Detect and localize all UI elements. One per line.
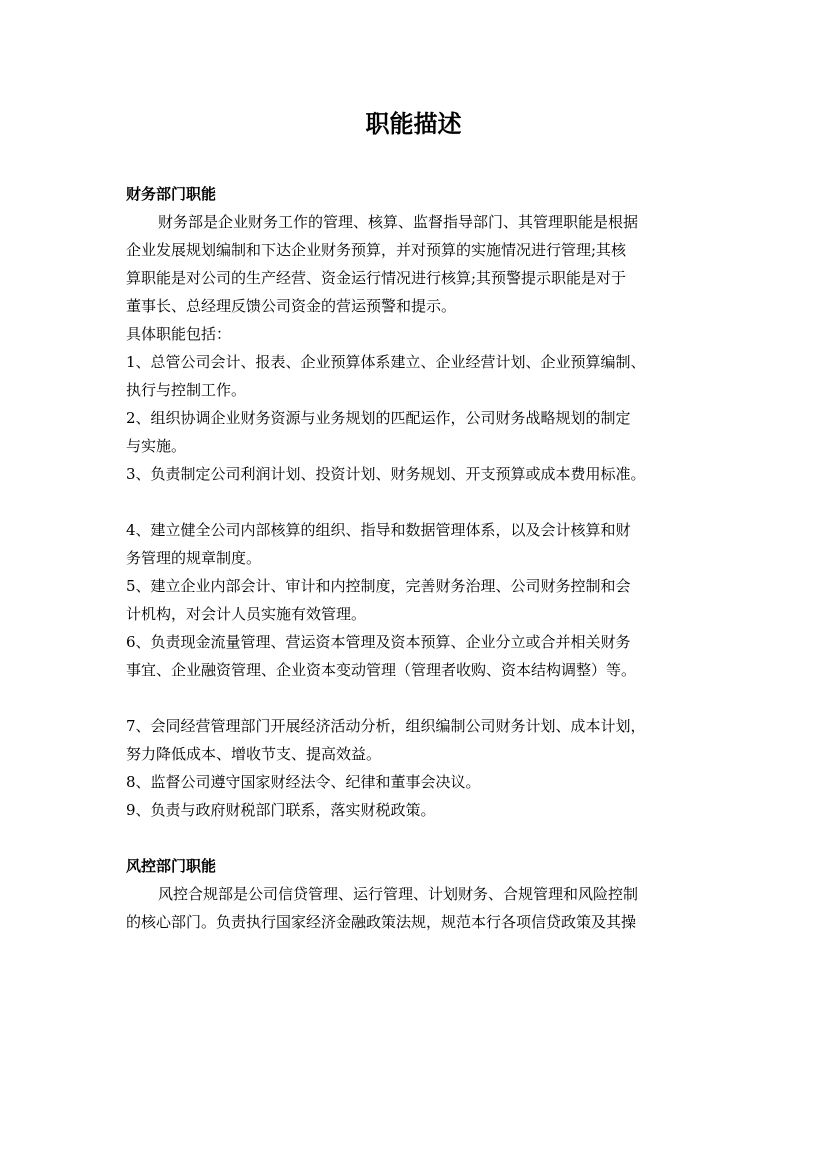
risk-intro-line: 的核心部门。负责执行国家经济金融政策法规，规范本行各项信贷政策及其操 (126, 913, 637, 931)
finance-intro-line: 财务部是企业财务工作的管理、核算、监督指导部门、其管理职能是根据 (158, 213, 639, 231)
finance-duty-line: 8、监督公司遵守国家财经法令、纪律和董事会决议。 (126, 773, 481, 791)
blank-line (126, 684, 726, 712)
finance-intro-line: 董事长、总经理反馈公司资金的营运预警和提示。 (126, 297, 457, 315)
finance-duty-list (126, 348, 726, 824)
finance-duty-line: 执行与控制工作。 (126, 381, 247, 399)
finance-intro (126, 208, 726, 320)
risk-heading: 风控部门职能 (126, 857, 217, 875)
finance-duty-line: 5、建立企业内部会计、审计和内控制度，完善财务治理、公司财务控制和会 (126, 577, 631, 595)
risk-intro (126, 880, 726, 936)
finance-duty-item (126, 516, 726, 572)
finance-list-intro: 具体职能包括： (126, 325, 232, 343)
finance-duty-item (126, 796, 726, 824)
finance-duty-item (126, 712, 726, 768)
document-body (126, 180, 726, 936)
finance-duty-item (126, 404, 726, 460)
blank-line (126, 824, 726, 852)
risk-section (126, 852, 726, 936)
risk-intro-line: 风控合规部是公司信贷管理、运行管理、计划财务、合规管理和风险控制 (158, 885, 639, 903)
finance-duty-line: 事宜、企业融资管理、企业资本变动管理（管理者收购、资本结构调整）等。 (126, 661, 637, 679)
blank-line (126, 488, 726, 516)
finance-duty-line: 2、组织协调企业财务资源与业务规划的匹配运作，公司财务战略规划的制定 (126, 409, 631, 427)
finance-duty-line: 1、总管公司会计、报表、企业预算体系建立、企业经营计划、企业预算编制、 (126, 353, 646, 371)
finance-duty-line: 计机构，对会计人员实施有效管理。 (126, 605, 367, 623)
finance-section (126, 180, 726, 824)
finance-duty-line: 与实施。 (126, 437, 187, 455)
finance-intro-line: 算职能是对公司的生产经营、资金运行情况进行核算;其预警提示职能是对于 (126, 269, 627, 287)
finance-duty-line: 9、负责与政府财税部门联系，落实财税政策。 (126, 801, 436, 819)
finance-duty-item (126, 768, 726, 796)
finance-duty-line: 7、会同经营管理部门开展经济活动分析，组织编制公司财务计划、成本计划， (126, 717, 646, 735)
finance-duty-item (126, 628, 726, 684)
finance-duty-item (126, 348, 726, 404)
finance-duty-line: 务管理的规章制度。 (126, 549, 262, 567)
finance-duty-line: 4、建立健全公司内部核算的组织、指导和数据管理体系，以及会计核算和财 (126, 521, 631, 539)
finance-duty-line: 6、负责现金流量管理、营运资本管理及资本预算、企业分立或合并相关财务 (126, 633, 631, 651)
finance-intro-line: 企业发展规划编制和下达企业财务预算，并对预算的实施情况进行管理;其核 (126, 241, 627, 259)
finance-duty-line: 3、负责制定公司利润计划、投资计划、财务规划、开支预算或成本费用标准。 (126, 465, 646, 483)
finance-duty-line: 努力降低成本、增收节支、提高效益。 (126, 745, 382, 763)
finance-heading: 财务部门职能 (126, 185, 217, 203)
document-title: 职能描述 (365, 110, 462, 138)
finance-duty-item (126, 572, 726, 628)
finance-duty-item (126, 460, 726, 488)
